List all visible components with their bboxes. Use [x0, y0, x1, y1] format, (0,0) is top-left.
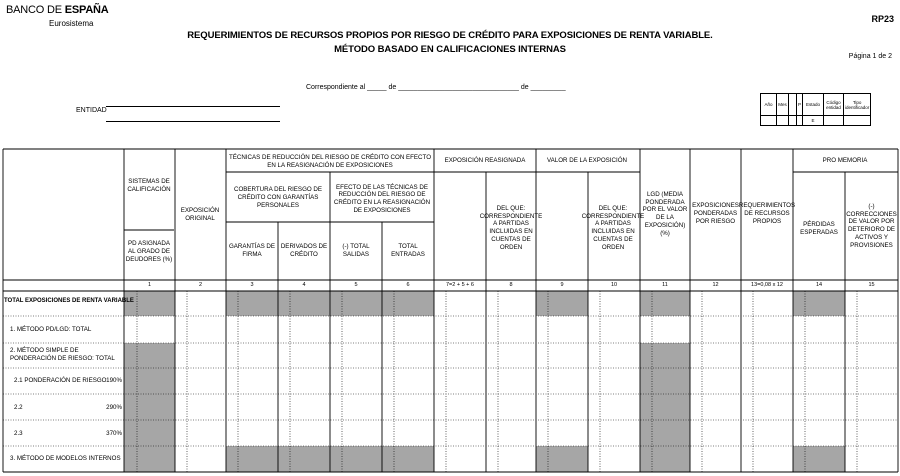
shaded-cell — [536, 291, 588, 316]
row-metodo3-label: 3. MÉTODO DE MODELOS INTERNOS — [10, 455, 121, 462]
header-requerimientos: REQUERIMIENTOS DE RECURSOS PROPIOS — [738, 202, 796, 225]
column-number: 15 — [868, 282, 875, 289]
column-number: 2 — [198, 282, 203, 289]
header-valor-exposicion: VALOR DE LA EXPOSICIÓN — [546, 157, 627, 165]
mini-header-tipo: Tipo identificador — [844, 94, 871, 116]
column-number: 12 — [712, 282, 719, 289]
column-number: 8 — [509, 282, 513, 289]
header-efecto: EFECTO DE LAS TÉCNICAS DE REDUCCIÓN DEL RIESGO DE CRÉDITO EN LA REASIGNACIÓN DE EXPOSICIONES — [333, 183, 431, 214]
row-2-1-label: 2.1 PONDERACIÓN DE RIESGO — [14, 377, 107, 384]
shaded-cell — [124, 446, 175, 472]
title-line-1: REQUERIMIENTOS DE RECURSOS PROPIOS POR RIESGO DE CRÉDITO PARA EXPOSICIONES DE RENTA VARIABLE. — [187, 30, 713, 41]
shaded-cell — [640, 291, 690, 316]
shaded-cell — [124, 343, 175, 446]
column-number: 11 — [662, 282, 668, 289]
page-number: Página 1 de 2 — [848, 53, 892, 60]
mini-header-anio: Año — [761, 94, 777, 116]
header-garantias-firma: GARANTÍAS DE FIRMA — [228, 243, 276, 258]
header-cobertura: COBERTURA DEL RIESGO DE CRÉDITO CON GARANTÍAS PERSONALES — [233, 186, 323, 209]
mini-header-estado: Estado — [803, 94, 824, 116]
header-perdidas: PÉRDIDAS ESPERADAS — [800, 221, 838, 236]
header-exposicion-reasignada: EXPOSICIÓN REASIGNADA — [444, 157, 526, 165]
row-2-3-pct: 370% — [106, 430, 122, 437]
header-derivados: DERIVADOS DE CRÉDITO — [280, 243, 328, 258]
mini-header-p: P — [797, 94, 803, 116]
row-2-1-pct: 190% — [106, 377, 122, 384]
title-line-2: MÉTODO BASADO EN CALIFICACIONES INTERNAS — [334, 44, 566, 55]
header-correcciones: (-) CORRECCIONES DE VALOR POR DETERIORO DE ACTIVOS Y PROVISIONES — [846, 202, 897, 249]
shaded-cell — [536, 446, 588, 472]
row-2-2-label: 2.2 — [14, 404, 23, 411]
mini-cell[interactable]: E — [803, 116, 824, 126]
header-del-que-8: DEL QUE: CORRESPONDIENTE A PARTIDAS INCLUIDAS EN CUENTAS DE ORDEN — [479, 204, 543, 251]
header-pro-memoria: PRO MEMORIA — [822, 157, 868, 165]
row-total-label: TOTAL EXPOSICIONES DE RENTA VARIABLE — [4, 298, 134, 304]
header-pd: PD ASIGNADA AL GRADO DE DEUDORES (%) — [125, 240, 173, 263]
header-del-que-10: DEL QUE: CORRESPONDIENTE A PARTIDAS INCLUIDAS EN CUENTAS DE ORDEN — [581, 204, 645, 251]
column-number: 1 — [147, 282, 152, 289]
row-2-3-label: 2.3 — [14, 430, 23, 437]
shaded-cell — [793, 446, 845, 472]
column-number: 4 — [302, 282, 306, 289]
row-metodo1-label: 1. MÉTODO PD/LGD: TOTAL — [10, 326, 92, 333]
report-code: RP23 — [871, 14, 894, 24]
column-number: 3 — [250, 282, 254, 289]
header-total-salidas: (-) TOTAL SALIDAS — [342, 243, 370, 258]
correspondiente-line[interactable]: Correspondiente al _____ de _______________________________ de _________ — [306, 84, 566, 91]
row-metodo2-label: 2. MÉTODO SIMPLE DE PONDERACIÓN DE RIESGO: TOTAL — [10, 347, 115, 363]
column-number: 5 — [354, 282, 358, 289]
header-lgd: LGD (MEDIA PONDERADA POR EL VALOR DE LA EXPOSICIÓN) (%) — [642, 190, 688, 237]
column-number: 7=2 + 5 + 6 — [446, 282, 474, 289]
header-exposicion-original: EXPOSICIÓN ORIGINAL — [180, 207, 220, 222]
column-number: 13=0,08 x 12 — [751, 282, 783, 289]
row-2-2-pct: 290% — [106, 404, 122, 411]
header-exposiciones-ponderadas: EXPOSICIONES PONDERADAS POR RIESGO — [692, 202, 739, 225]
entidad-label: ENTIDAD — [76, 107, 107, 114]
column-number: 10 — [610, 282, 618, 289]
header-total-entradas: TOTAL ENTRADAS — [391, 243, 425, 258]
column-number: 6 — [406, 282, 410, 289]
column-number: 9 — [560, 282, 564, 289]
mini-header-codigo: Código entidad — [824, 94, 844, 116]
mini-header-mes: Mes — [777, 94, 789, 116]
bank-name-bold: ESPAÑA — [64, 4, 109, 16]
shaded-cell — [640, 446, 690, 472]
header-sistemas: SISTEMAS DE CALIFICACIÓN — [127, 178, 171, 193]
column-number: 14 — [815, 282, 823, 289]
header-tecnicas: TÉCNICAS DE REDUCCIÓN DEL RIESGO DE CRÉDITO CON EFECTO EN LA REASIGNACIÓN DE EXPOSICIONES — [228, 154, 432, 169]
bank-subtitle: Eurosistema — [49, 19, 94, 28]
shaded-cell — [793, 291, 845, 316]
bank-name-light: BANCO DE — [6, 4, 65, 16]
shaded-cell — [640, 343, 690, 446]
